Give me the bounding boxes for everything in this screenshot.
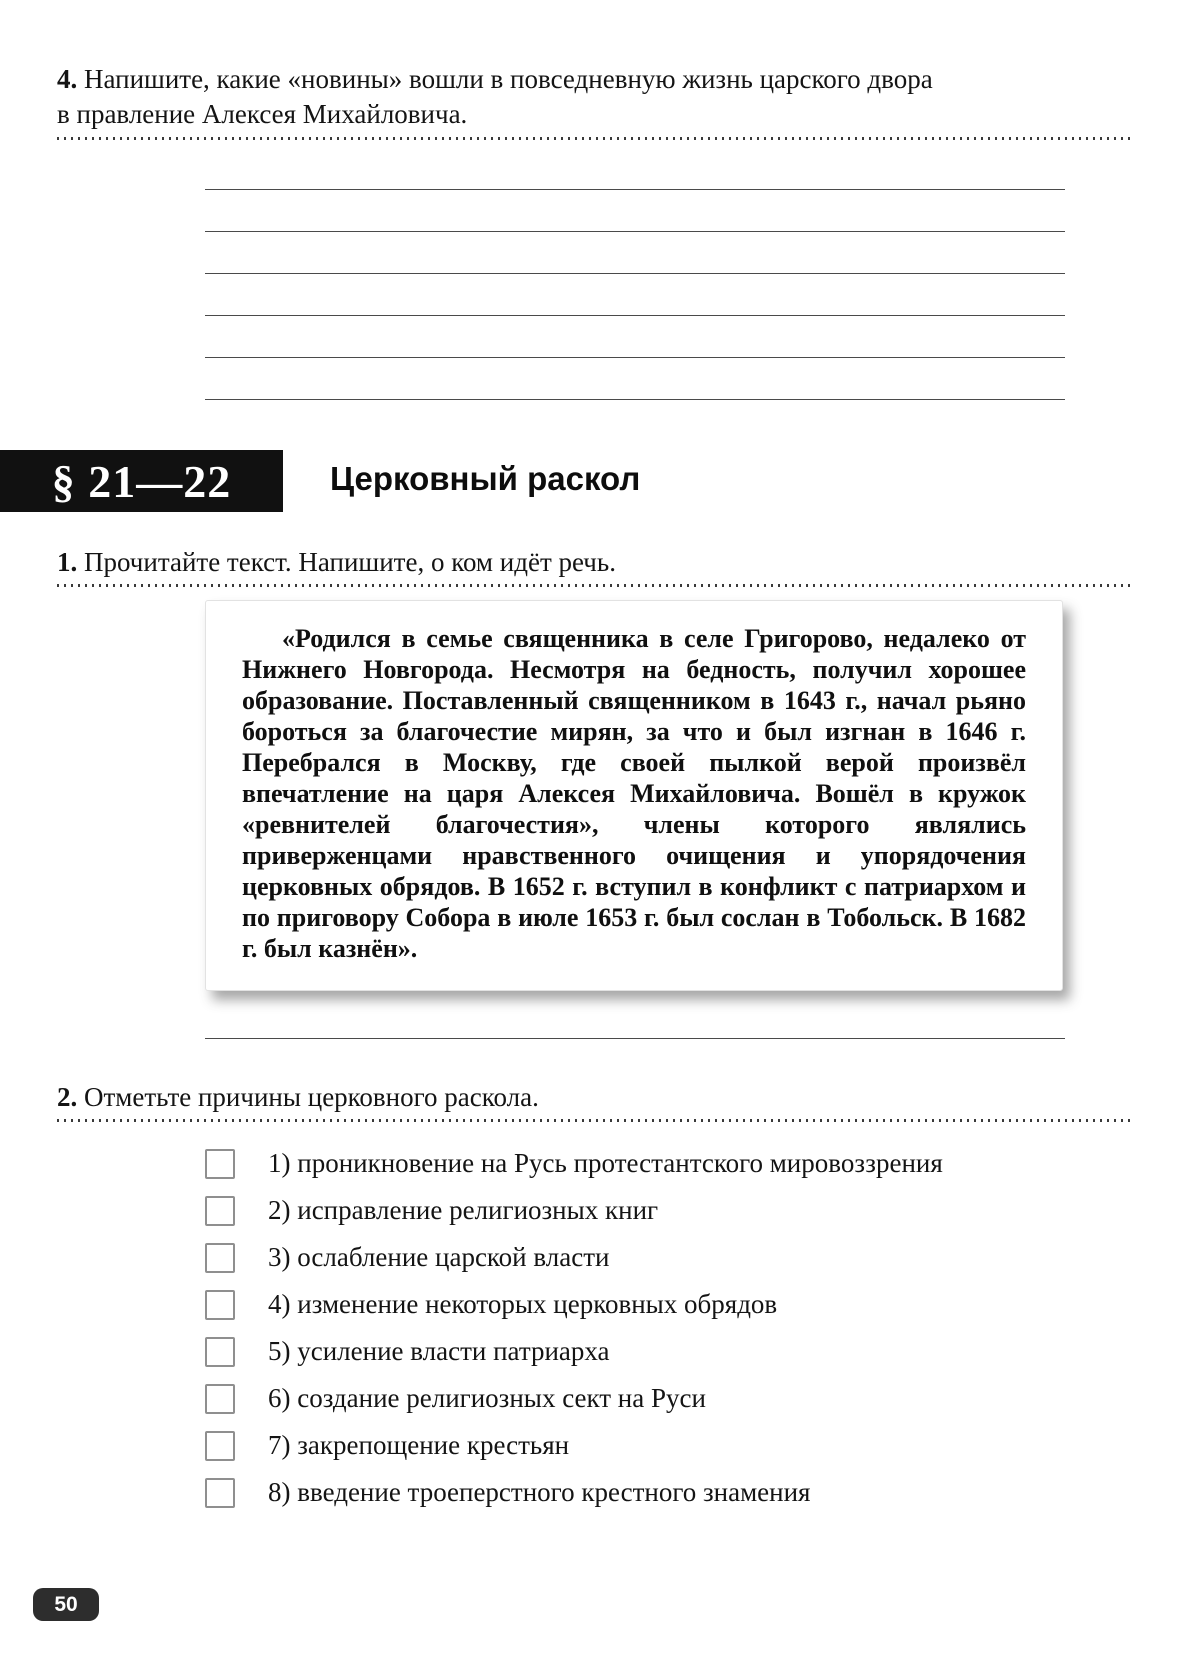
option-row xyxy=(205,1328,1105,1375)
checkbox[interactable] xyxy=(205,1337,235,1367)
answer-line[interactable] xyxy=(205,190,1065,232)
paragraph-number: § 21—22 xyxy=(51,455,232,507)
checkbox[interactable] xyxy=(205,1196,235,1226)
option-row xyxy=(205,1234,1105,1281)
task4-answer-area[interactable] xyxy=(205,148,1065,400)
option-row xyxy=(205,1422,1105,1469)
checkbox[interactable] xyxy=(205,1431,235,1461)
option-label: 6) создание религиозных сект на Руси xyxy=(268,1383,706,1413)
section-header xyxy=(0,450,1187,512)
option-row xyxy=(205,1375,1105,1422)
option-label: 2) исправление религиозных книг xyxy=(268,1195,659,1225)
task2-options-list xyxy=(205,1140,1105,1516)
checkbox[interactable] xyxy=(205,1243,235,1273)
option-label: 3) ослабление царской власти xyxy=(268,1242,610,1272)
task2-number: 2. xyxy=(57,1082,78,1112)
task1-number: 1. xyxy=(57,547,78,577)
task1-heading xyxy=(57,545,1057,580)
option-row xyxy=(205,1469,1105,1516)
quote-box xyxy=(205,600,1063,991)
answer-line[interactable] xyxy=(205,232,1065,274)
checkbox[interactable] xyxy=(205,1478,235,1508)
page-number-badge xyxy=(33,1588,99,1621)
option-label: 8) введение троеперстного крестного знамения xyxy=(268,1477,811,1507)
task1-dotted-separator xyxy=(57,583,1131,587)
task2-heading xyxy=(57,1080,1057,1115)
task4-number: 4. xyxy=(57,64,78,94)
task4-dotted-separator xyxy=(57,136,1131,140)
option-row xyxy=(205,1187,1105,1234)
option-label: 7) закрепощение крестьян xyxy=(268,1430,570,1460)
checkbox[interactable] xyxy=(205,1290,235,1320)
section-title: Церковный раскол xyxy=(330,460,641,497)
answer-line[interactable] xyxy=(205,148,1065,190)
task1-text: Прочитайте текст. Напишите, о ком идёт речь. xyxy=(84,547,616,577)
task2-text: Отметьте причины церковного раскола. xyxy=(84,1082,539,1112)
option-label: 1) проникновение на Русь протестантского мировоззрения xyxy=(268,1148,943,1178)
quote-text: «Родился в семье священника в селе Григорово, недалеко от Нижнего Новгорода. Несмотря на бедность, получил хорошее образование. Поставленный священником в 1643 г., начал рьяно бороться за благочестие мирян, за что и был изгнан в 1646 г. Перебрался в Москву, где своей пылкой верой произвёл впечатление на царя Алексея Михайловича. Вошёл в кружок «ревнителей благочестия», члены которого являлись приверженцами нравственного очищения и упорядочения церковных обрядов. В 1652 г. вступил в конфликт с патриархом и по приговору Собора в июле 1653 г. был сослан в Тобольск. В 1682 г. был казнён». xyxy=(242,624,1026,963)
option-label: 4) изменение некоторых церковных обрядов xyxy=(268,1289,778,1319)
option-row xyxy=(205,1140,1105,1187)
answer-line[interactable] xyxy=(205,274,1065,316)
answer-line[interactable] xyxy=(205,358,1065,400)
option-label: 5) усиление власти патриарха xyxy=(268,1336,610,1366)
answer-line[interactable] xyxy=(205,316,1065,358)
page-number: 50 xyxy=(54,1592,78,1616)
task1-answer-line[interactable] xyxy=(205,1038,1065,1039)
option-row xyxy=(205,1281,1105,1328)
checkbox[interactable] xyxy=(205,1384,235,1414)
paragraph-number-box xyxy=(0,450,283,512)
task4-heading xyxy=(57,62,937,132)
checkbox[interactable] xyxy=(205,1149,235,1179)
task4-text: Напишите, какие «новины» вошли в повседневную жизнь царского двора в правление Алексея Михайловича. xyxy=(57,64,933,129)
task2-dotted-separator xyxy=(57,1118,1131,1122)
